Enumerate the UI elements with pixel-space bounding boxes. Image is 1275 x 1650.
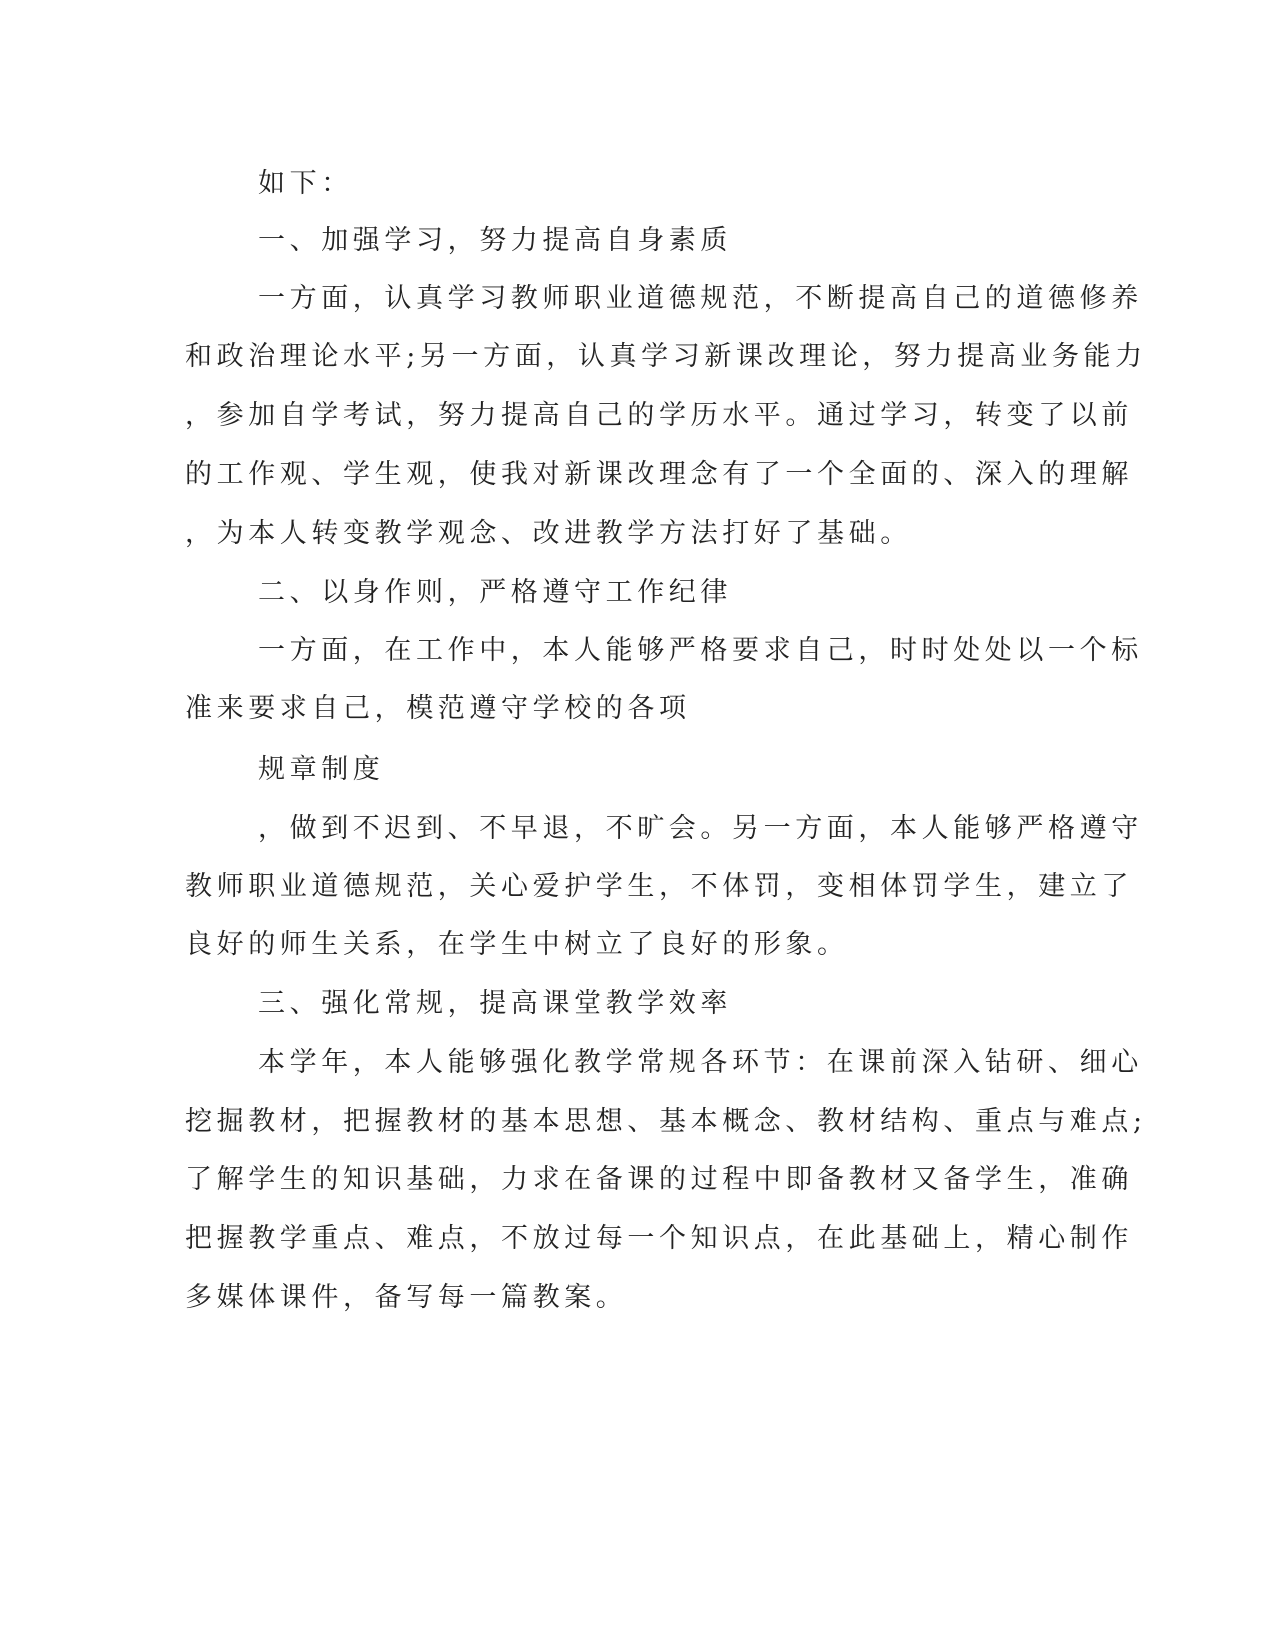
text-line: ，参加自学考试，努力提高自己的学历水平。通过学习，转变了以前 [185,400,1133,431]
text-line: 的工作观、学生观，使我对新课改理念有了一个全面的、深入的理解 [185,459,1133,490]
section-heading: 二、以身作则，严格遵守工作纪律 [258,577,732,608]
section-heading: 三、强化常规，提高课堂教学效率 [258,988,732,1019]
text-line: ，做到不迟到、不早退，不旷会。另一方面，本人能够严格遵守 [258,813,1143,844]
text-line: 挖掘教材，把握教材的基本思想、基本概念、教材结构、重点与难点; [185,1106,1147,1137]
text-line: 规章制度 [258,754,385,785]
text-line: 多媒体课件，备写每一篇教案。 [185,1282,628,1313]
text-line: 了解学生的知识基础，力求在备课的过程中即备教材又备学生，准确 [185,1164,1133,1195]
text-line: ，为本人转变教学观念、改进教学方法打好了基础。 [185,518,912,549]
text-line: 和政治理论水平;另一方面，认真学习新课改理论，努力提高业务能力 [185,341,1147,372]
text-line: 良好的师生关系，在学生中树立了良好的形象。 [185,929,849,960]
text-line: 一方面，认真学习教师职业道德规范，不断提高自己的道德修养 [258,283,1143,314]
text-line: 教师职业道德规范，关心爱护学生，不体罚，变相体罚学生，建立了 [185,871,1133,902]
text-line: 如下： [258,168,353,199]
text-line: 把握教学重点、难点，不放过每一个知识点，在此基础上，精心制作 [185,1223,1133,1254]
text-line: 本学年，本人能够强化教学常规各环节：在课前深入钻研、细心 [258,1047,1143,1078]
section-heading: 一、加强学习，努力提高自身素质 [258,225,732,256]
text-line: 一方面，在工作中，本人能够严格要求自己，时时处处以一个标 [258,635,1143,666]
text-line: 准来要求自己，模范遵守学校的各项 [185,693,691,724]
